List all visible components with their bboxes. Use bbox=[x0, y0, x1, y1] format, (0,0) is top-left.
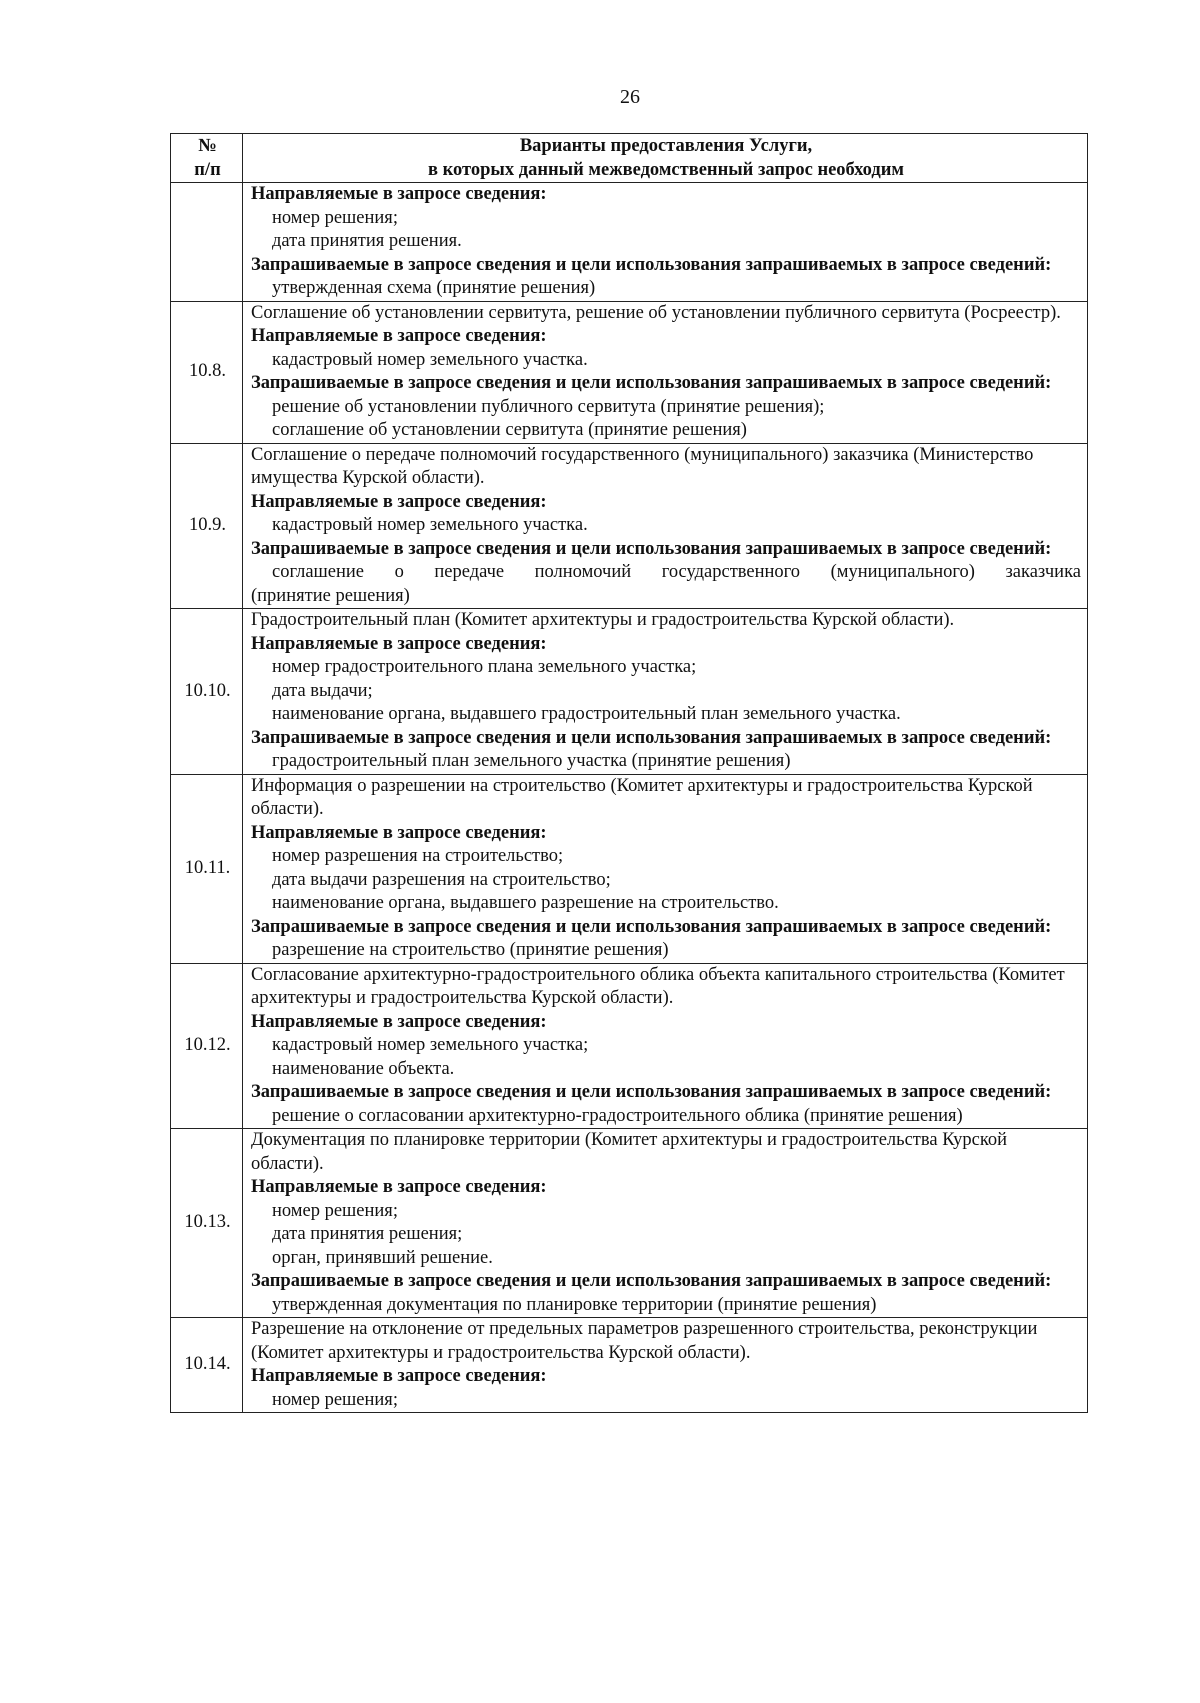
row-number: 10.11. bbox=[171, 774, 243, 963]
table-row bbox=[171, 301, 1088, 443]
list-entry: номер разрешения на строительство; bbox=[272, 846, 564, 866]
list-entry-justified: соглашение о передаче полномочий государственного (муниципального) заказчика bbox=[272, 562, 1081, 582]
list-entry: дата принятия решения; bbox=[272, 1224, 463, 1244]
list-entry: решение о согласовании архитектурно-градостроительного облика (принятие решения) bbox=[272, 1105, 963, 1126]
row-description: Согласование архитектурно-градостроительного облика объекта капитального строительства (Комитет архитектуры и градостроительства Курской области). bbox=[251, 964, 1065, 1008]
section-heading: Запрашиваемые в запросе сведения и цели использования запрашиваемых в запросе сведений: bbox=[251, 254, 1052, 275]
section-heading: Запрашиваемые в запросе сведения и цели использования запрашиваемых в запросе сведений: bbox=[251, 538, 1052, 559]
row-description: Соглашение о передаче полномочий государственного (муниципального) заказчика (Министерство имущества Курской области). bbox=[251, 444, 1034, 488]
row-number: 10.12. bbox=[171, 963, 243, 1129]
row-description: Документация по планировке территории (Комитет архитектуры и градостроительства Курской области). bbox=[251, 1130, 1008, 1174]
row-content bbox=[243, 609, 1088, 775]
header-variants-line-2: в которых данный межведомственный запрос необходим bbox=[427, 160, 904, 180]
page-number: 26 bbox=[620, 86, 640, 108]
table-row bbox=[171, 609, 1088, 775]
list-entry: наименование органа, выдавшего разрешение на строительство. bbox=[272, 893, 779, 913]
list-entry: номер градостроительного плана земельного участка; bbox=[272, 657, 697, 677]
list-entry: разрешение на строительство (принятие решения) bbox=[272, 940, 669, 960]
list-entry: решение об установлении публичного сервитута (принятие решения); bbox=[272, 396, 825, 417]
row-number: 10.14. bbox=[171, 1318, 243, 1413]
list-entry: дата выдачи разрешения на строительство; bbox=[272, 869, 611, 890]
section-heading: Направляемые в запросе сведения: bbox=[251, 633, 547, 654]
list-entry: кадастровый номер земельного участка. bbox=[272, 515, 588, 535]
list-entry: соглашение об установлении сервитута (принятие решения) bbox=[272, 420, 747, 440]
section-heading: Направляемые в запросе сведения: bbox=[251, 326, 547, 346]
section-heading: Запрашиваемые в запросе сведения и цели использования запрашиваемых в запросе сведений: bbox=[251, 1271, 1052, 1291]
row-number: 10.13. bbox=[171, 1129, 243, 1318]
section-heading: Запрашиваемые в запросе сведения и цели использования запрашиваемых в запросе сведений: bbox=[251, 916, 1052, 937]
row-content bbox=[243, 1129, 1088, 1318]
list-entry: орган, принявший решение. bbox=[272, 1247, 493, 1268]
table-row bbox=[171, 774, 1088, 963]
list-entry: номер решения; bbox=[272, 1200, 398, 1221]
table-row bbox=[171, 963, 1088, 1129]
header-number-column bbox=[171, 134, 243, 183]
table-row bbox=[171, 1129, 1088, 1318]
section-heading: Направляемые в запросе сведения: bbox=[251, 822, 547, 843]
row-description: Градостроительный план (Комитет архитектуры и градостроительства Курской области). bbox=[251, 610, 955, 630]
row-description: Разрешение на отклонение от предельных параметров разрешенного строительства, реконструкции (Комитет архитектуры и градостроительства Курской области). bbox=[251, 1319, 1038, 1363]
section-heading: Направляемые в запросе сведения: bbox=[251, 1366, 547, 1386]
list-entry: номер решения; bbox=[272, 207, 398, 228]
table-row bbox=[171, 1318, 1088, 1413]
list-entry: кадастровый номер земельного участка. bbox=[272, 349, 588, 370]
list-entry: кадастровый номер земельного участка; bbox=[272, 1035, 589, 1055]
section-heading: Запрашиваемые в запросе сведения и цели использования запрашиваемых в запросе сведений: bbox=[251, 373, 1052, 393]
row-description: Соглашение об установлении сервитута, решение об установлении публичного сервитута (Росреестр). bbox=[251, 302, 1061, 323]
row-content bbox=[243, 183, 1088, 302]
row-description: (принятие решения) bbox=[251, 585, 410, 606]
table-row bbox=[171, 443, 1088, 609]
row-content bbox=[243, 1318, 1088, 1413]
section-heading: Направляемые в запросе сведения: bbox=[251, 491, 547, 512]
list-entry: номер решения; bbox=[272, 1389, 398, 1410]
table-header-row bbox=[171, 134, 1088, 183]
section-heading: Направляемые в запросе сведения: bbox=[251, 1177, 547, 1197]
list-entry: наименование объекта. bbox=[272, 1058, 455, 1079]
list-entry: утвержденная документация по планировке территории (принятие решения) bbox=[272, 1294, 877, 1315]
table-body bbox=[171, 183, 1088, 1413]
list-entry: утвержденная схема (принятие решения) bbox=[272, 278, 596, 298]
section-heading: Направляемые в запросе сведения: bbox=[251, 1011, 547, 1032]
table-row bbox=[171, 183, 1088, 302]
list-entry: градостроительный план земельного участка (принятие решения) bbox=[272, 751, 791, 771]
header-variants-column bbox=[243, 134, 1088, 183]
list-entry: наименование органа, выдавшего градостроительный план земельного участка. bbox=[272, 704, 901, 724]
row-content bbox=[243, 443, 1088, 609]
header-number-label: п/п bbox=[194, 160, 221, 180]
section-heading: Направляемые в запросе сведения: bbox=[251, 184, 547, 204]
row-content bbox=[243, 963, 1088, 1129]
list-entry: дата принятия решения. bbox=[272, 231, 462, 251]
header-variants-line-1: Варианты предоставления Услуги, bbox=[519, 136, 813, 156]
row-number: 10.8. bbox=[171, 301, 243, 443]
list-entry: дата выдачи; bbox=[272, 680, 373, 701]
section-heading: Запрашиваемые в запросе сведения и цели использования запрашиваемых в запросе сведений: bbox=[251, 1082, 1052, 1102]
row-number: 10.10. bbox=[171, 609, 243, 775]
row-number bbox=[171, 183, 243, 302]
row-content bbox=[243, 301, 1088, 443]
row-number: 10.9. bbox=[171, 443, 243, 609]
row-description: Информация о разрешении на строительство (Комитет архитектуры и градостроительства Курской области). bbox=[251, 775, 1033, 819]
section-heading: Запрашиваемые в запросе сведения и цели использования запрашиваемых в запросе сведений: bbox=[251, 727, 1052, 748]
row-content bbox=[243, 774, 1088, 963]
requests-table bbox=[170, 133, 1088, 1413]
header-number-sign: № bbox=[198, 136, 217, 156]
